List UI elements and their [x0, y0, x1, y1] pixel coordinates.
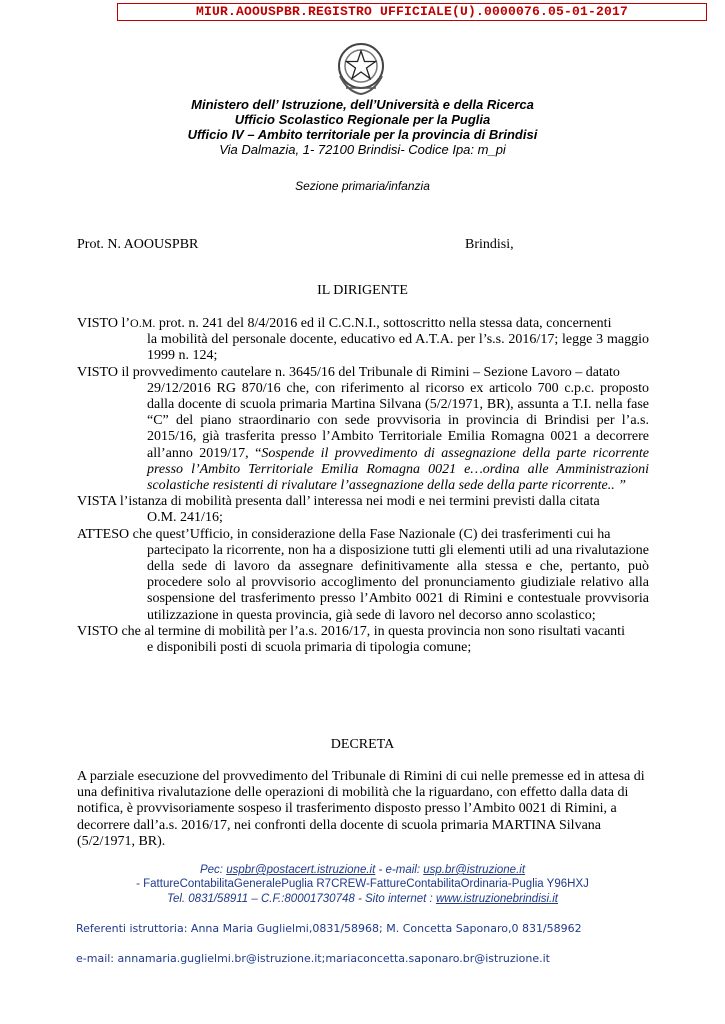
protocol-stamp: MIUR.AOOUSPBR.REGISTRO UFFICIALE(U).0000076.05-01-2017	[117, 3, 707, 21]
letterhead	[90, 97, 635, 157]
place-date: Brindisi,	[465, 237, 514, 252]
decree-body: A parziale esecuzione del provvedimento del Tribunale di Rimini di cui nelle premesse ed in attesa di una definitiva rivalutazione delle operazioni di mobilità che la riguardano, con effetto dalla data di notifica, è provvisoriamente sospeso il trasferimento disposto presso l’Ambito 0021 di Rimini, a decorrere dall’a.s. 2016/17, nei confronti della docente di scuola primaria MARTINA Silvana (5/2/1971, BR).	[77, 769, 645, 849]
premise-court-order: VISTO il provvedimento cautelare n. 3645/16 del Tribunale di Rimini – Sezione Lavoro – datato 29/12/2016 RG 870/16 che, con riferimento al ricorso ex articolo 700 c.p.c. proposto dalla docente di scuola primaria Martina Silvana (5/2/1971, BR), assunta a T.I. nella fase “C” del piano straordinario con sede provvisoria in provincia di Brindisi per l’a.s. 2015/16, già trasferita presso l’Ambito Territoriale Emilia Romagna 0021 a decorrere all’anno 2019/17, “Sospende il provvedimento di assegnazione della parte ricorrente presso l’Ambito Territoriale Emilia Romagna 0021 e…ordina alle Amministrazioni scolastiche resistenti di rivalutare l’assegnazione della sede della parte ricorrente.. ”	[77, 364, 649, 494]
regional-office: Ufficio Scolastico Regionale per la Puglia	[234, 112, 491, 127]
premises-block	[77, 315, 649, 656]
premise-om: VISTO l’O.M. prot. n. 241 del 8/4/2016 ed il C.C.N.I., sottoscritto nella stessa data, concernenti la mobilità del personale docente, educativo ed A.T.A. per l’s.s. 2016/17; legge 3 maggio 1999 n. 124;	[77, 316, 649, 364]
office-address: Via Dalmazia, 1- 72100 Brindisi- Codice Ipa: m_pi	[219, 142, 506, 157]
ministry-name: Ministero dell’ Istruzione, dell’Università e della Ricerca	[191, 97, 534, 112]
footer-contacts: Pec: uspbr@postacert.istruzione.it - e-mail: usp.br@istruzione.it	[199, 864, 526, 876]
section-label: Sezione primaria/infanzia	[295, 179, 430, 193]
premise-application: VISTA l’istanza di mobilità presenta dall’ interessa nei modi e nei termini previsti dalla citata O.M. 241/16;	[77, 494, 600, 526]
decree-title: DECRETA	[330, 737, 395, 752]
office-unit: Ufficio IV – Ambito territoriale per la provincia di Brindisi	[187, 127, 538, 142]
premise-atteso: ATTESO che quest’Ufficio, in considerazione della Fase Nazionale (C) dei trasferimenti cui ha partecipato la ricorrente, non ha a disposizione tutti gli elementi utili ad una rivalutazione della sede di lavoro da assegnare definitivamente alla stessa e che, pertanto, può procedere solo al provvisorio accoglimento del pronunciamento giudiziale relativo alla sospensione del trasferimento presso l’Ambito 0021 di Rimini e contestuale provvisoria utilizzazione in questa provincia, già sede di lavoro nel decorso anno scolastico;	[77, 526, 649, 623]
website-link[interactable]: www.istruzionebrindisi.it	[435, 893, 559, 905]
document-title: IL DIRIGENTE	[317, 283, 408, 298]
footer-phone: Tel. 0831/58911 – C.F.:80001730748 - Sito internet : www.istruzionebrindisi.it	[166, 893, 559, 905]
pec-link[interactable]: uspbr@postacert.istruzione.it	[226, 864, 376, 876]
referents-line: Referenti istruttoria: Anna Maria Guglielmi,0831/58968; M. Concetta Saponaro,0 831/58962	[76, 922, 582, 935]
premise-vacancies: VISTO che al termine di mobilità per l’a.s. 2016/17, in questa provincia non sono risultati vacanti e disponibili posti di scuola primaria di tipologia comune;	[77, 623, 625, 656]
protocol-number: Prot. N. AOOUSPBR	[77, 237, 199, 252]
referents-emails: e-mail: annamaria.guglielmi.br@istruzione.it;mariaconcetta.saponaro.br@istruzione.it	[76, 952, 550, 965]
republic-emblem-icon	[334, 40, 388, 98]
footer-billing: - FattureContabilitaGeneralePuglia R7CREW-FattureContabilitaOrdinaria-Puglia Y96HXJ	[136, 878, 589, 890]
email-link[interactable]: usp.br@istruzione.it	[423, 864, 526, 876]
